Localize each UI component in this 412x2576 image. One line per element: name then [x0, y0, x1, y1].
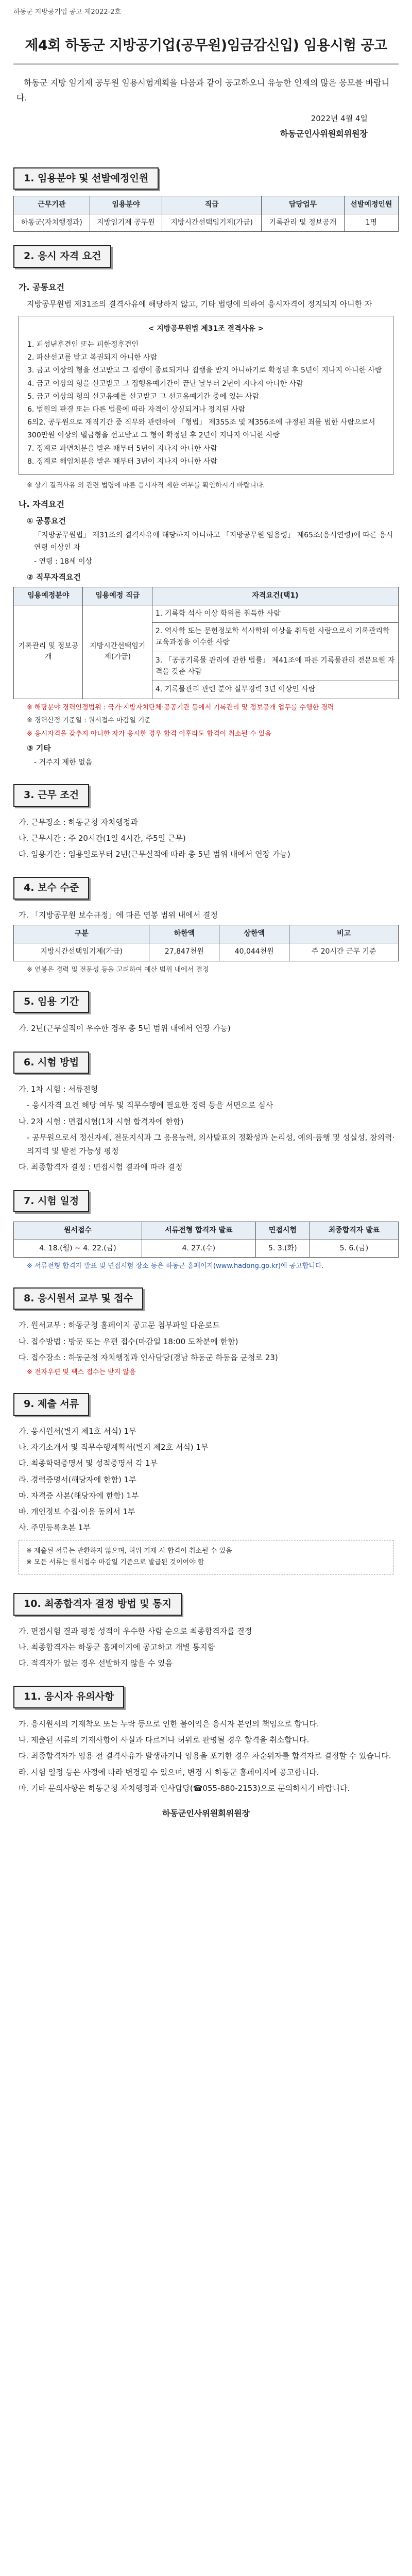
- etc-label: ③ 기타: [27, 743, 51, 753]
- table-header: 선발예정인원: [344, 196, 398, 214]
- table-cell: 기록관리 및 정보공개: [262, 214, 345, 232]
- table-header: 하한액: [149, 925, 219, 943]
- work-item: 나. 근무시간 : 주 20시간(1일 4시간, 주5일 근무): [19, 833, 186, 843]
- caution-item: 다. 최종합격자가 임용 전 결격사유가 발생하거나 임용을 포기한 경우 차순위자를 합격자로 결정할 수 있습니다.: [19, 1751, 391, 1761]
- table-cell: 4. 기록물관리 관련 분야 실무경력 3년 이상인 사람: [152, 681, 398, 699]
- table-cell: 기록관리 및 정보공개: [14, 605, 83, 699]
- table-cell: 지방시간선택임기제(가급): [14, 943, 149, 961]
- etc-line: - 거주지 제한 없음: [34, 758, 93, 767]
- section-10-heading: 10. 최종합격자 결정 방법 및 통지: [13, 1593, 182, 1615]
- table-row: [14, 1240, 399, 1258]
- exam-item: - 응시자격 요건 해당 여부 및 직무수행에 필요한 경력 등을 서면으로 심사: [27, 1100, 273, 1110]
- box-line: 8. 징계로 해임처분을 받은 때부터 3년이 지나지 아니한 사람: [27, 457, 217, 466]
- section-8-heading: 8. 응시원서 교부 및 접수: [13, 1287, 143, 1310]
- table-cell: 하동군(자치행정과): [14, 214, 90, 232]
- document-item: 바. 개인정보 수집·이용 동의서 1부: [19, 1507, 135, 1517]
- spec-note: ※ 응시자격을 갖추지 아니한 자가 응시한 경우 합격 이후라도 합격이 취소될 수 있음: [27, 730, 271, 738]
- common-req-text: 지방공무원법 제31조의 결격사유에 해당하지 않고, 기타 법령에 의하여 응시자격이 정지되지 아니한 자: [27, 299, 372, 309]
- work-item: 다. 임용기간 : 임용일로부터 2년(근무실적에 따라 총 5년 범위 내에서 연장 가능): [19, 850, 290, 859]
- spec-note: ※ 해당분야 경력인정범위 : 국가·지방자치단체·공공기관 등에서 기록관리 및 정보공개 업무를 수행한 경력: [27, 703, 334, 711]
- table-cell: 27,847천원: [149, 943, 219, 961]
- document-item: 사. 주민등록초본 1부: [19, 1523, 91, 1533]
- common-req-label: 가. 공통요건: [19, 282, 64, 292]
- result-item: 가. 면접시험 결과 평정 성적이 우수한 사람 순으로 최종합격자를 결정: [19, 1626, 252, 1636]
- section-4-heading: 4. 보수 수준: [13, 877, 89, 899]
- pay-table: [13, 925, 399, 961]
- document-item: 나. 자기소개서 및 직무수행계획서(별지 제2호 서식) 1부: [19, 1443, 209, 1452]
- exam-item: 다. 최종합격자 결정 : 면접시험 결과에 따라 결정: [19, 1162, 183, 1172]
- qual-label: 나. 자격요건: [19, 499, 64, 510]
- table-cell: 40,044천원: [219, 943, 289, 961]
- table-row: [14, 605, 399, 623]
- intro-text: 하동군 지방 임기제 공무원 임용시험계획을 다음과 같이 공고하오니 유능한 인재의 많은 응모를 바랍니다.: [16, 77, 390, 103]
- section-11-heading: 11. 응시자 유의사항: [13, 1686, 124, 1708]
- closing-org: 하동군인사위원회위원장: [162, 1808, 250, 1819]
- qual-text: 「지방공무원법」 제31조의 결격사유에 해당하지 아니하고 「지방공무원 임용령」 제65조(응시연령)에 따른 응시연령 이상인 자: [34, 531, 393, 552]
- section-7-heading: 7. 시험 일정: [13, 1190, 89, 1212]
- section-9-heading: 9. 제출 서류: [13, 1393, 89, 1415]
- table-cell: 지방시간선택임기제(가급): [162, 214, 262, 232]
- qualification-table: [13, 587, 399, 699]
- table-cell: 지방시간선택임기제(가급): [83, 605, 152, 699]
- qual-sub-label: ① 공통요건: [27, 516, 66, 526]
- table-header: 상한액: [219, 925, 289, 943]
- section-6-heading: 6. 시험 방법: [13, 1052, 89, 1074]
- table-header: 구분: [14, 925, 149, 943]
- table-cell: 2. 역사학 또는 문헌정보학 석사학위 이상을 취득한 사람으로서 기록관리학 교육과정을 이수한 사람: [152, 623, 398, 652]
- box-heading: < 지방공무원법 제31조 결격사유 >: [148, 324, 264, 333]
- table-header: 근무기관: [14, 196, 90, 214]
- schedule-table: [13, 1222, 399, 1258]
- table-cell: 1. 기록학 석사 이상 학위를 취득한 사람: [152, 605, 398, 623]
- document-note: ※ 제출된 서류는 반환하지 않으며, 허위 기재 시 합격이 취소될 수 있음: [26, 1547, 232, 1555]
- page-title: 제4회 하동군 지방공기업(공무원)임금감신입) 임용시험 공고: [13, 35, 399, 64]
- box-note: ※ 상기 결격사유 외 관련 법령에 따른 응시자격 제한 여부를 확인하시기 바랍니다.: [27, 481, 265, 489]
- table-header: 면접시험: [255, 1222, 310, 1240]
- box-line: 6의2. 공무원으로 재직기간 중 직무와 관련하여 「형법」 제355조 및 제356조에 규정된 죄를 범한 사람으로서 300만원 이상의 벌금형을 선고받고 그 형이 확정된 후 2년이 지나지 아니한 사람: [27, 418, 375, 440]
- age-line: - 연령 : 18세 이상: [34, 557, 93, 566]
- spec-label: ② 직무자격요건: [27, 572, 81, 582]
- box-line: 2. 파산선고를 받고 복권되지 아니한 사람: [27, 353, 157, 362]
- table-cell: 5. 3.(화): [255, 1240, 310, 1258]
- exam-item: 나. 2차 시험 : 면접시험(1차 시험 합격자에 한함): [19, 1116, 184, 1126]
- section-2-heading: 2. 응시 자격 요건: [13, 245, 111, 267]
- exam-item: 가. 1차 시험 : 서류전형: [19, 1084, 98, 1094]
- table-header: 담당업무: [262, 196, 345, 214]
- document-item: 다. 최종학력증명서 및 성적증명서 각 1부: [19, 1459, 158, 1468]
- box-line: 3. 금고 이상의 형을 선고받고 그 집행이 종료되거나 집행을 받지 아니하기로 확정된 후 5년이 지나지 아니한 사람: [27, 366, 382, 375]
- table-cell: 3. 「공공기록물 관리에 관한 법률」 제41조에 따른 기록물관리 전문요원 자격을 갖춘 사람: [152, 652, 398, 681]
- apply-note: ※ 전자우편 및 팩스 접수는 받지 않음: [27, 1368, 136, 1377]
- table-header: 임용예정분야: [14, 587, 83, 605]
- work-item: 가. 근무장소 : 하동군청 자치행정과: [19, 817, 138, 827]
- box-line: 6. 법원의 판결 또는 다른 법률에 따라 자격이 상실되거나 정지된 사람: [27, 405, 246, 414]
- apply-item: 나. 접수방법 : 방문 또는 우편 접수(마감일 18:00 도착분에 한함): [19, 1336, 238, 1346]
- notice-date: 2022년 4월 4일: [311, 113, 368, 123]
- issuing-org: 하동군인사위원회위원장: [280, 128, 368, 139]
- table-cell: 지방임기제 공무원: [90, 214, 162, 232]
- table-header: 최종합격자 발표: [310, 1222, 398, 1240]
- apply-item: 다. 접수장소 : 하동군청 자치행정과 인사담당(경남 하동군 하동읍 군청로 23): [19, 1352, 278, 1362]
- table-header: 임용예정 직급: [83, 587, 152, 605]
- result-item: 다. 적격자가 없는 경우 선발하지 않을 수 있음: [19, 1658, 173, 1668]
- document-note: ※ 모든 서류는 원서접수 마감일 기준으로 발급된 것이어야 함: [26, 1558, 204, 1567]
- pay-note: ※ 연봉은 경력 및 전문성 등을 고려하여 예산 범위 내에서 결정: [27, 965, 209, 974]
- caution-item: 라. 시험 일정 등은 사정에 따라 변경될 수 있으며, 변경 시 하동군 홈페이지에 공고합니다.: [19, 1767, 319, 1777]
- caution-item: 마. 기타 문의사항은 하동군청 자치행정과 인사담당(☎055-880-2153)으로 문의하시기 바랍니다.: [19, 1783, 350, 1793]
- box-line: 5. 금고 이상의 형의 선고유예를 선고받고 그 선고유예기간 중에 있는 사람: [27, 392, 260, 401]
- box-line: 7. 징계로 파면처분을 받은 때부터 5년이 지나지 아니한 사람: [27, 444, 217, 453]
- table-cell: 4. 18.(월) ~ 4. 22.(금): [14, 1240, 142, 1258]
- schedule-note: ※ 서류전형 합격자 발표 및 면접시험 장소 등은 하동군 홈페이지(www.hadong.go.kr)에 공고합니다.: [27, 1262, 324, 1270]
- table-header: 임용분야: [90, 196, 162, 214]
- term-text: 가. 2년(근무실적이 우수한 경우 총 5년 범위 내에서 연장 가능): [19, 1024, 231, 1033]
- caution-item: 나. 제출된 서류의 기재사항이 사실과 다르거나 허위로 판명될 경우 합격을 취소합니다.: [19, 1735, 310, 1745]
- section-5-heading: 5. 임용 기간: [13, 991, 89, 1013]
- document-item: 마. 자격증 사본(해당자에 한함) 1부: [19, 1490, 139, 1500]
- caution-item: 가. 응시원서의 기재착오 또는 누락 등으로 인한 불이익은 응시자 본인의 책임으로 합니다.: [19, 1719, 319, 1728]
- table-cell: 4. 27.(수): [142, 1240, 255, 1258]
- table-header: 원서접수: [14, 1222, 142, 1240]
- table-header: 직급: [162, 196, 262, 214]
- document-item: 라. 경력증명서(해당자에 한함) 1부: [19, 1475, 136, 1484]
- exam-item: - 공무원으로서 정신자세, 전문지식과 그 응용능력, 의사발표의 정확성과 논리성, 예의·품행 및 성실성, 창의력·의지력 및 발전 가능성 평정: [27, 1132, 395, 1156]
- table-cell: 5. 6.(금): [310, 1240, 398, 1258]
- box-line: 4. 금고 이상의 형을 선고받고 그 집행유예기간이 끝난 날부터 2년이 지나지 아니한 사람: [27, 379, 303, 388]
- disqualification-box: [19, 316, 393, 475]
- box-line: 1. 피성년후견인 또는 피한정후견인: [27, 341, 139, 349]
- table-header: 서류전형 합격자 발표: [142, 1222, 255, 1240]
- spec-note: ※ 경력산정 기준일 : 원서접수 마감일 기준: [27, 717, 151, 725]
- table-row: [14, 943, 399, 961]
- result-item: 나. 최종합격자는 하동군 홈페이지에 공고하고 개별 통지함: [19, 1642, 215, 1652]
- document-notes: [19, 1540, 393, 1575]
- apply-item: 가. 원서교부 : 하동군청 홈페이지 공고문 첨부파일 다운로드: [19, 1320, 220, 1330]
- notice-number: 하동군 지방공기업 공고 제2022-2호: [13, 8, 122, 16]
- table-cell: 1명: [344, 214, 398, 232]
- pay-desc: 가. 「지방공무원 보수규정」에 따른 연봉 범위 내에서 결정: [19, 910, 218, 920]
- document-item: 가. 응시원서(별지 제1호 서식) 1부: [19, 1426, 136, 1436]
- table-header: 자격요건(택1): [152, 587, 398, 605]
- section-1-heading: 1. 임용분야 및 선발예정인원: [13, 167, 159, 190]
- table-header: 비고: [289, 925, 399, 943]
- positions-table: [13, 196, 399, 232]
- table-row: [14, 214, 399, 232]
- section-3-heading: 3. 근무 조건: [13, 784, 89, 806]
- table-cell: 주 20시간 근무 기준: [289, 943, 399, 961]
